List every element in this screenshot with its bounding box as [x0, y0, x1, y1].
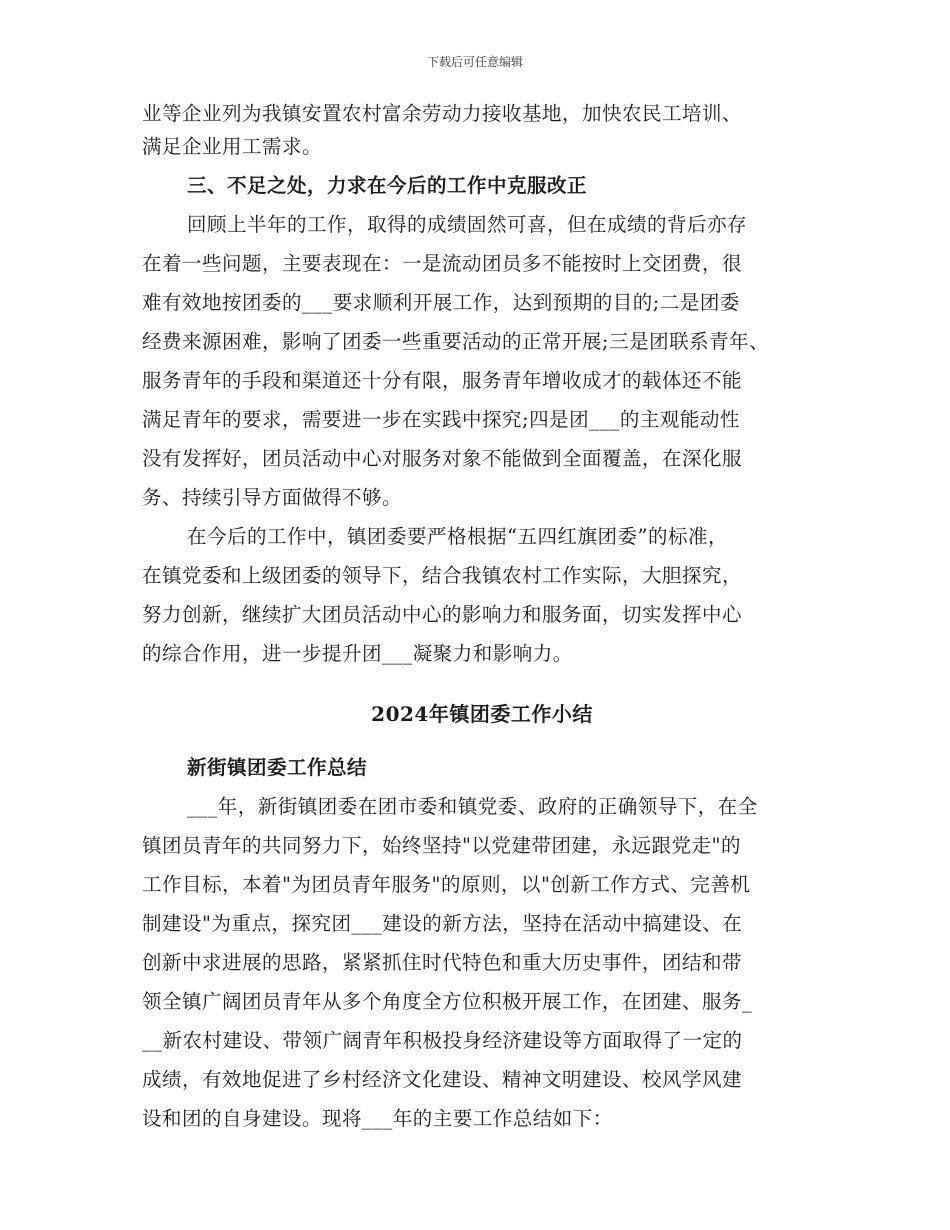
paragraph-line: 难有效地按团委的___要求顺利开展工作，达到预期的目的;二是团委 — [142, 291, 740, 314]
paragraph-line: ___年，新街镇团委在团市委和镇党委、政府的正确领导下，在全 — [187, 795, 758, 818]
paragraph-line: 满足企业用工需求。 — [142, 135, 323, 158]
paragraph-line: 制建设"为重点，探究团___建设的新方法，坚持在活动中搞建设、在 — [142, 912, 743, 935]
document-body — [142, 97, 822, 1135]
section-heading: 新街镇团委工作总结 — [187, 756, 368, 779]
paragraph-line: 在镇党委和上级团委的领导下，结合我镇农村工作实际，大胆探究， — [142, 564, 743, 587]
paragraph-line: 没有发挥好，团员活动中心对服务对象不能做到全面覆盖，在深化服 — [142, 447, 743, 470]
paragraph-line: 业等企业列为我镇安置农村富余劳动力接收基地，加快农民工培训、 — [142, 102, 743, 125]
paragraph-line: 努力创新，继续扩大团员活动中心的影响力和服务面，切实发挥中心 — [142, 603, 743, 626]
paragraph-line: 设和团的自身建设。现将___年的主要工作总结如下： — [142, 1107, 613, 1130]
paragraph-line: 工作目标，本着"为团员青年服务"的原则，以"创新工作方式、完善机 — [142, 873, 751, 896]
paragraph-line: 创新中求进展的思路，紧紧抓住时代特色和重大历史事件，团结和带 — [142, 951, 743, 974]
paragraph-line: 服务青年的手段和渠道还十分有限，服务青年增收成才的载体还不能 — [142, 369, 743, 392]
section-heading: 三、不足之处，力求在今后的工作中克服改正 — [187, 174, 588, 197]
paragraph-line: 满足青年的要求，需要进一步在实践中探究;四是团___的主观能动性 — [142, 408, 740, 431]
paragraph-line: 领全镇广阔团员青年从多个角度全方位积极开展工作，在团建、服务_ — [142, 990, 753, 1013]
page-header: 下载后可任意编辑 — [426, 55, 523, 69]
paragraph-line: __新农村建设、带领广阔青年积极投身经济建设等方面取得了一定的 — [142, 1029, 743, 1052]
paragraph-line: 在今后的工作中，镇团委要严格根据“五四红旗团委”的标准， — [187, 525, 728, 548]
paragraph-line: 的综合作用，进一步提升团___凝聚力和影响力。 — [142, 642, 573, 665]
paragraph-line: 回顾上半年的工作，取得的成绩固然可喜，但在成绩的背后亦存 — [187, 213, 748, 236]
paragraph-line: 在着一些问题，主要表现在：一是流动团员多不能按时上交团费，很 — [142, 252, 743, 275]
paragraph-line: 成绩，有效地促进了乡村经济文化建设、精神文明建设、校风学风建 — [142, 1068, 743, 1091]
document-title: 2024年镇团委工作小结 — [371, 702, 593, 726]
paragraph-line: 经费来源困难，影响了团委一些重要活动的正常开展;三是团联系青年、 — [142, 330, 770, 353]
paragraph-line: 镇团员青年的共同努力下，始终坚持"以党建带团建，永远跟党走"的 — [142, 834, 741, 857]
paragraph-line: 务、持续引导方面做得不够。 — [142, 486, 403, 509]
